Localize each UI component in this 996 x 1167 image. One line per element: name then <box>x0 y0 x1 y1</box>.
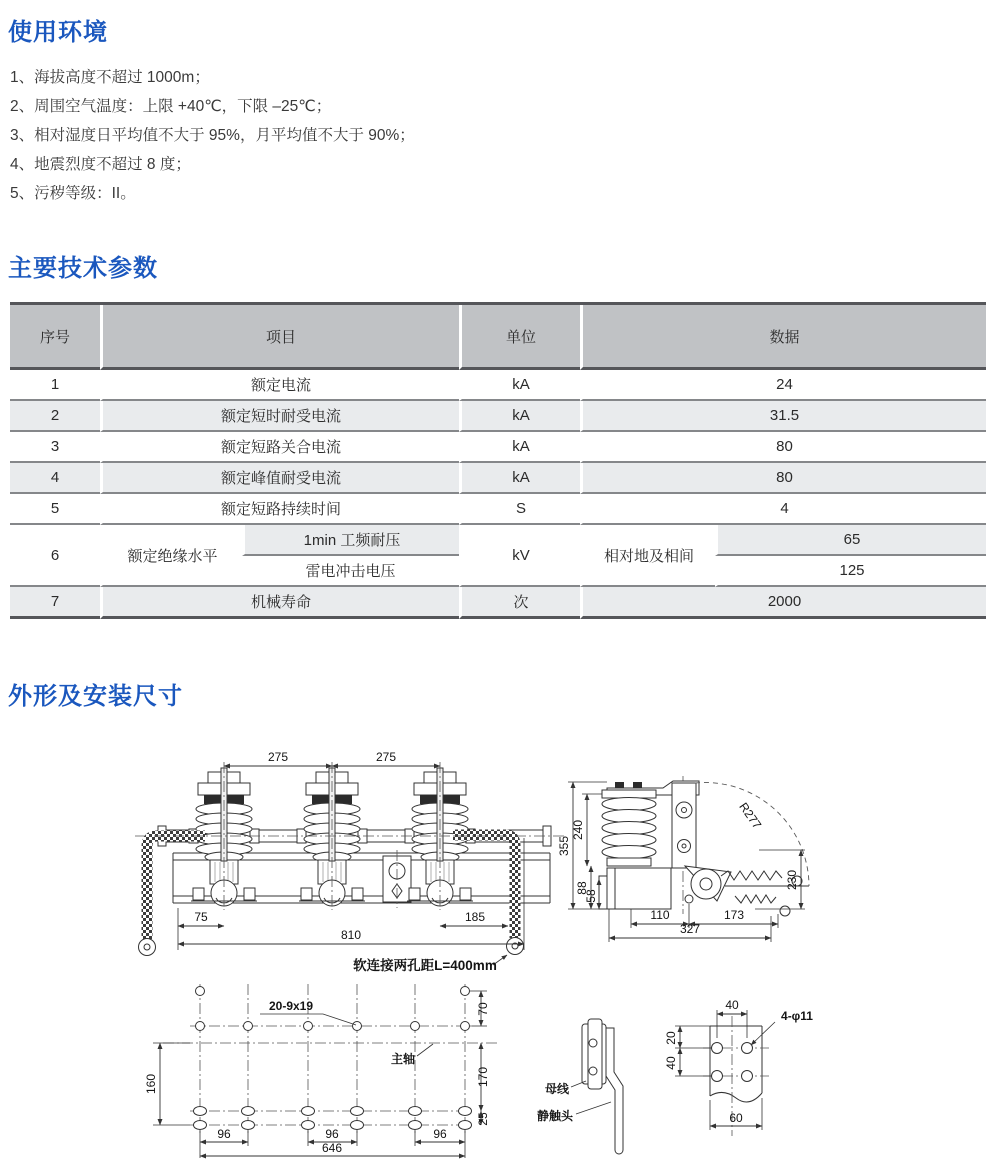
dim-label: 170 <box>476 1066 490 1088</box>
col-header-no: 序号 <box>10 305 100 370</box>
table-row <box>10 370 986 401</box>
table-row <box>10 463 986 494</box>
cell-unit: kA <box>459 432 580 463</box>
cell-item: 额定短时耐受电流 <box>100 401 459 432</box>
cell-no: 7 <box>10 587 100 619</box>
dim-label: R277 <box>736 799 765 832</box>
cell-no: 6 <box>10 525 100 587</box>
cell-value: 65 <box>715 525 986 556</box>
dim-label: 58 <box>584 889 598 903</box>
list-item: 5、污秽等级：II。 <box>10 185 136 202</box>
dim-label: 40 <box>725 998 739 1012</box>
section-title-usage: 使用环境 <box>8 19 108 46</box>
flex-connection-note: 软连接两孔距L=400mm <box>353 958 497 973</box>
bracket-view <box>664 998 813 1136</box>
cell-unit: kV <box>459 525 580 587</box>
dim-label: 75 <box>194 910 208 924</box>
cell-no: 3 <box>10 432 100 463</box>
table-row-insulation <box>10 525 986 556</box>
list-item: 3、相对湿度日平均值不大于 95%，月平均值不大于 90%； <box>10 127 415 144</box>
cell-no: 1 <box>10 370 100 401</box>
cell-no: 5 <box>10 494 100 525</box>
section-title-params: 主要技术参数 <box>8 255 158 282</box>
cell-value: 80 <box>580 463 986 494</box>
dim-label: 70 <box>476 1002 490 1016</box>
dim-label: 88 <box>575 881 589 895</box>
busbar-label: 母线 <box>544 1082 570 1096</box>
cell-item: 额定绝缘水平 <box>100 525 242 587</box>
cell-value: 125 <box>715 556 986 587</box>
cell-item: 额定峰值耐受电流 <box>100 463 459 494</box>
list-item: 2、周围空气温度：上限 +40℃，下限 –25℃； <box>10 98 332 115</box>
dim-label: 240 <box>571 819 585 841</box>
cell-value: 24 <box>580 370 986 401</box>
dim-label: 185 <box>464 910 486 924</box>
cell-item: 额定短路持续时间 <box>100 494 459 525</box>
cell-value: 80 <box>580 432 986 463</box>
side-view <box>557 776 809 942</box>
static-contact-label: 静触头 <box>536 1109 574 1123</box>
dim-label: 60 <box>729 1111 743 1125</box>
usage-condition-list <box>0 63 996 208</box>
dim-label: 20 <box>664 1031 678 1045</box>
dim-label: 230 <box>785 869 799 891</box>
cell-item: 机械寿命 <box>100 587 459 619</box>
hole-spec-label: 20-9x19 <box>268 999 314 1013</box>
dim-label: 355 <box>557 835 571 857</box>
col-header-item: 项目 <box>100 305 459 370</box>
table-row <box>10 432 986 463</box>
list-item: 1、海拔高度不超过 1000m； <box>10 69 210 86</box>
front-view <box>135 750 565 973</box>
technical-drawing <box>95 738 865 1167</box>
table-row <box>10 494 986 525</box>
dim-label: 810 <box>340 928 362 942</box>
cell-item: 额定电流 <box>100 370 459 401</box>
dim-label: 110 <box>650 908 670 922</box>
cell-value: 4 <box>580 494 986 525</box>
cell-unit: kA <box>459 401 580 432</box>
cell-unit: S <box>459 494 580 525</box>
col-header-data: 数据 <box>580 305 986 370</box>
cell-no: 2 <box>10 401 100 432</box>
col-header-unit: 单位 <box>459 305 580 370</box>
table-row <box>10 587 986 619</box>
outline-dimension-drawing <box>95 738 865 1167</box>
cell-item: 额定短路关合电流 <box>100 432 459 463</box>
cell-value: 31.5 <box>580 401 986 432</box>
cell-subitem: 雷电冲击电压 <box>242 556 459 587</box>
cell-condition: 相对地及相间 <box>580 525 715 587</box>
dim-label: 275 <box>267 750 289 764</box>
list-item: 4、地震烈度不超过 8 度； <box>10 156 191 173</box>
dim-label: 646 <box>321 1141 343 1155</box>
hole-spec-label: 4-φ11 <box>781 1009 813 1023</box>
dim-label: 327 <box>679 922 701 936</box>
dim-label: 173 <box>723 908 745 922</box>
dim-label: 96 <box>433 1127 447 1141</box>
mounting-plate-view <box>144 984 499 1158</box>
cell-unit: kA <box>459 370 580 401</box>
dim-label: 275 <box>375 750 397 764</box>
cell-value: 2000 <box>580 587 986 619</box>
cell-unit: 次 <box>459 587 580 619</box>
main-shaft-label: 主轴 <box>390 1052 416 1066</box>
dim-label: 40 <box>664 1056 678 1070</box>
table-header-row <box>10 305 986 370</box>
cell-no: 4 <box>10 463 100 494</box>
cell-unit: kA <box>459 463 580 494</box>
dim-label: 25 <box>476 1112 490 1126</box>
technical-parameters-table <box>10 302 986 619</box>
dim-label: 160 <box>144 1073 158 1095</box>
busbar-view <box>537 1019 623 1154</box>
section-title-dimensions: 外形及安装尺寸 <box>8 683 183 710</box>
dim-label: 96 <box>325 1127 339 1141</box>
cell-subitem: 1min 工频耐压 <box>242 525 459 556</box>
dim-label: 96 <box>217 1127 231 1141</box>
table-row <box>10 401 986 432</box>
